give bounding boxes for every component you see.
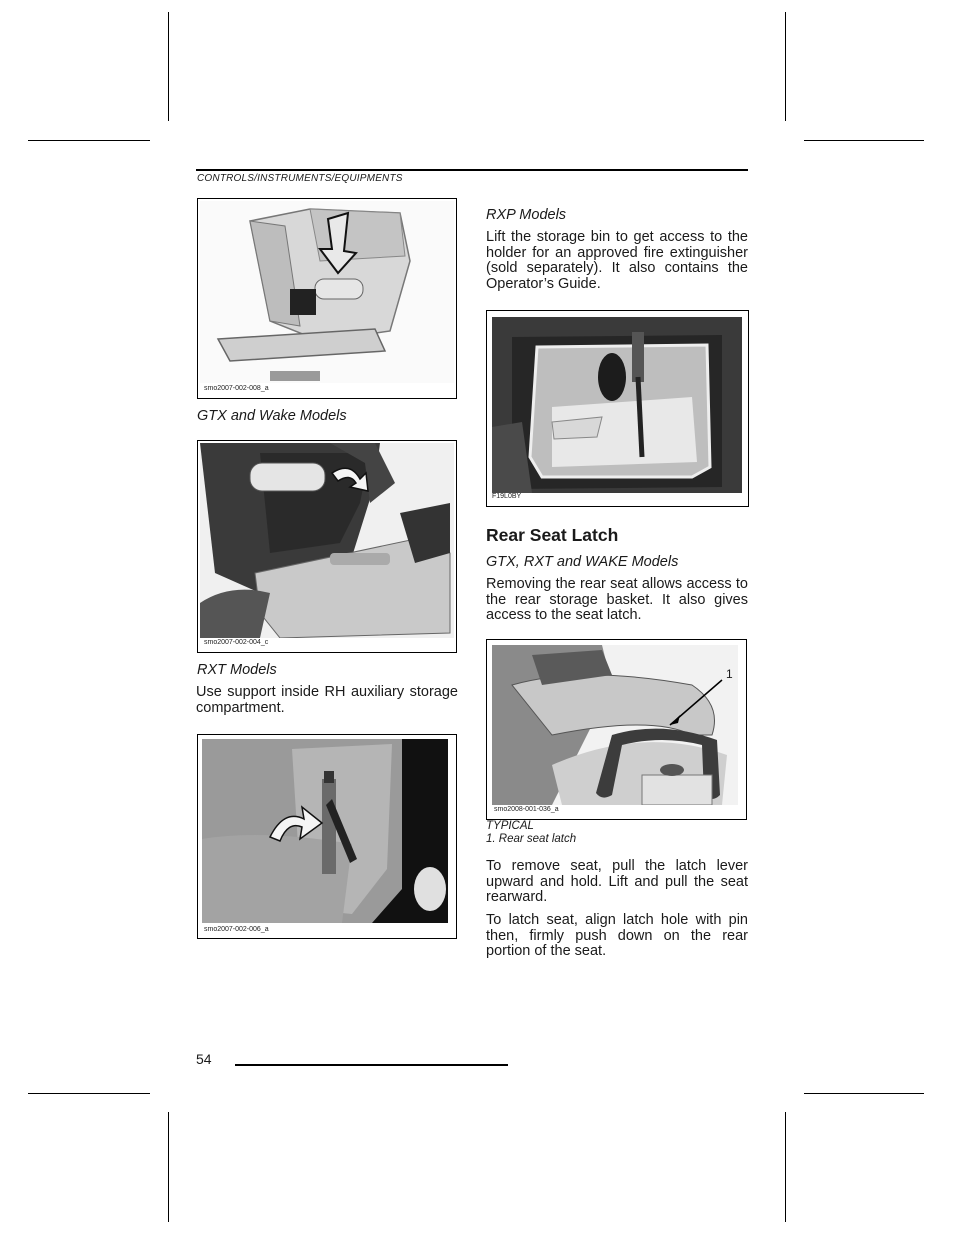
figure-rxp-storage [486,310,749,507]
caption-typical: TYPICAL [486,820,534,832]
figure-code: smo2007-002-004_c [204,639,269,646]
callout-number: 1 [726,667,733,681]
figure-code: smo2007-002-006_a [204,926,269,933]
figure-auxiliary-compartment [197,734,457,939]
figure-storage-bin [197,198,457,399]
crop-mark [804,1093,924,1094]
crop-mark [804,140,924,141]
remove-seat-instructions: To remove seat, pull the latch lever upward and hold. Lift and pull the seat rearward. [486,858,748,905]
figure-code: smo2008-001-036_a [494,806,559,813]
rxp-instructions: Lift the storage bin to get access to the holder for an approved fire extinguisher (sold separately). It also contains the Operator’s Guide. [486,229,748,292]
figure-code: smo2007-002-008_a [204,385,269,392]
crop-mark [785,1112,786,1222]
heading-gtx-rxt-wake: GTX, RXT and WAKE Models [486,554,679,570]
section-heading-rear-seat-latch: Rear Seat Latch [486,525,619,545]
page-number: 54 [196,1051,212,1067]
heading-rxp-models: RXP Models [486,207,567,223]
rear-seat-intro: Removing the rear seat allows access to the rear storage basket. It also gives access to the seat latch. [486,576,748,623]
latch-seat-instructions: To latch seat, align latch hole with pin then, firmly push down on the rear portion of the seat. [486,912,748,959]
auxiliary-compartment-photo [202,739,448,923]
figure-code: F19L0BY [492,493,522,500]
caption-rxt: RXT Models [197,662,277,678]
header-rule [196,169,748,171]
crop-mark [28,1093,150,1094]
caption-gtx-wake: GTX and Wake Models [197,408,347,424]
legend-item-1: 1. Rear seat latch [486,833,577,845]
running-header: CONTROLS/INSTRUMENTS/EQUIPMENTS [197,173,403,184]
storage-bin-photo [200,201,454,383]
crop-mark [28,140,150,141]
figure-rxt-storage [197,440,457,653]
footer-rule [235,1064,508,1066]
rxt-instructions: Use support inside RH auxiliary storage compartment. [196,684,458,716]
rxp-storage-photo [492,317,742,493]
crop-mark [168,1112,169,1222]
rxt-storage-photo [200,443,454,638]
rear-seat-photo [492,645,738,805]
crop-mark [168,12,169,121]
figure-rear-seat-latch [486,639,747,820]
crop-mark [785,12,786,121]
